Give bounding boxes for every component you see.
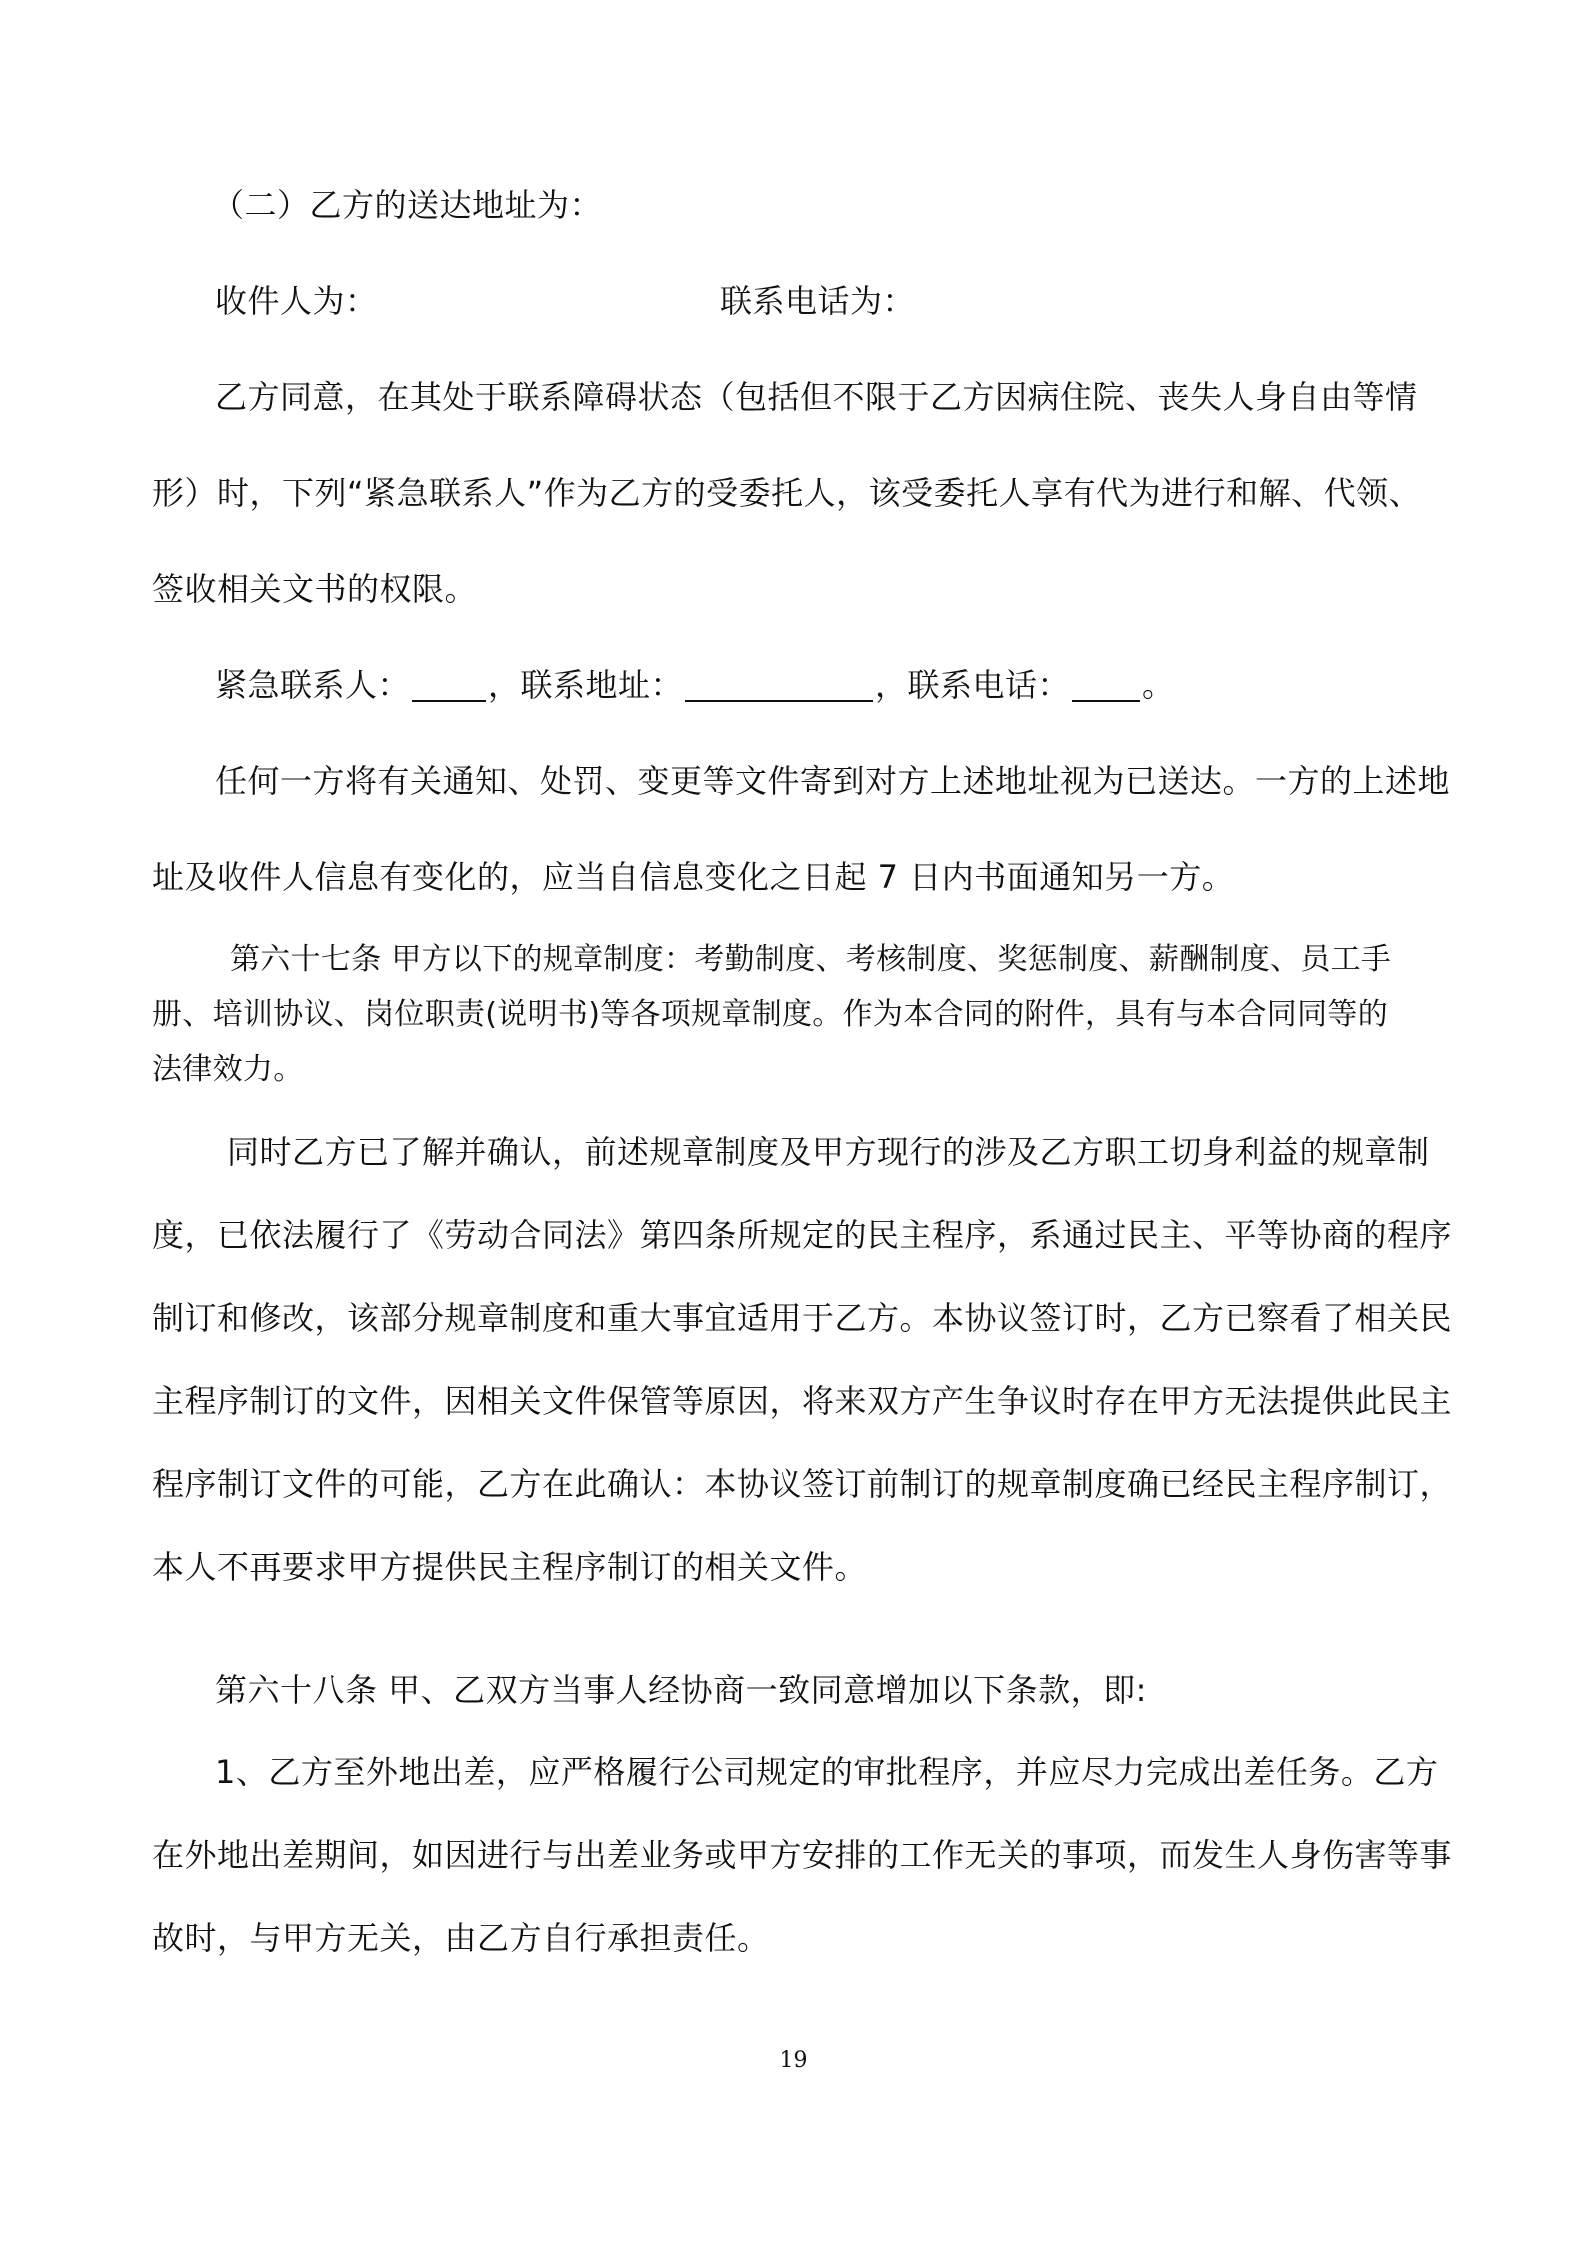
delivery-address-heading: （二）乙方的送达地址为： <box>212 186 603 224</box>
page-number: 19 <box>779 2048 808 2073</box>
emergency-contact-end: 。 <box>1142 666 1175 704</box>
emergency-paragraph-line-2: 形）时，下列“紧急联系人”作为乙方的受委托人，该受委托人享有代为进行和解、代领、 <box>152 474 1422 512</box>
emergency-contact-name-label: 紧急联系人： <box>215 666 411 704</box>
emergency-contact-name-blank <box>412 670 486 702</box>
recipient-label: 收件人为： <box>215 282 378 320</box>
notice-paragraph-line-2: 址及收件人信息有变化的，应当自信息变化之日起 7 日内书面通知另一方。 <box>152 858 1235 896</box>
emergency-contact-address-label: ，联系地址： <box>488 666 684 704</box>
confirmation-line-1: 同时乙方已了解并确认，前述规章制度及甲方现行的涉及乙方职工切身利益的规章制 <box>227 1133 1430 1171</box>
emergency-contact-phone-blank <box>1072 670 1140 702</box>
article-67-line-2: 册、培训协议、岗位职责(说明书)等各项规章制度。作为本合同的附件，具有与本合同同等的 <box>152 997 1389 1032</box>
clause-1-line-1: 1、乙方至外地出差，应严格履行公司规定的审批程序，并应尽力完成出差任务。乙方 <box>215 1753 1439 1791</box>
notice-paragraph-line-1: 任何一方将有关通知、处罚、变更等文件寄到对方上述地址视为已送达。一方的上述地 <box>215 762 1451 800</box>
article-67-line-1: 第六十七条 甲方以下的规章制度：考勤制度、考核制度、奖惩制度、薪酬制度、员工手 <box>230 942 1392 977</box>
clause-1-line-3: 故时，与甲方无关，由乙方自行承担责任。 <box>152 1919 770 1957</box>
confirmation-line-4: 主程序制订的文件，因相关文件保管等原因，将来双方产生争议时存在甲方无法提供此民主 <box>152 1382 1453 1420</box>
emergency-contact-address-blank <box>685 670 873 702</box>
confirmation-line-3: 制订和修改，该部分规章制度和重大事宜适用于乙方。本协议签订时，乙方已察看了相关民 <box>152 1299 1453 1337</box>
clause-1-line-2: 在外地出差期间，如因进行与出差业务或甲方安排的工作无关的事项，而发生人身伤害等事 <box>152 1836 1453 1874</box>
emergency-contact-line <box>215 665 1175 705</box>
article-68-heading: 第六十八条 甲、乙双方当事人经协商一致同意增加以下条款，即: <box>215 1671 1147 1709</box>
emergency-paragraph-line-1: 乙方同意，在其处于联系障碍状态（包括但不限于乙方因病住院、丧失人身自由等情 <box>215 378 1418 416</box>
confirmation-line-2: 度，已依法履行了《劳动合同法》第四条所规定的民主程序，系通过民主、平等协商的程序 <box>152 1216 1453 1254</box>
confirmation-line-5: 程序制订文件的可能，乙方在此确认：本协议签订前制订的规章制度确已经民主程序制订， <box>152 1465 1453 1503</box>
article-67-line-3: 法律效力。 <box>152 1052 304 1087</box>
emergency-contact-phone-label: ，联系电话： <box>875 666 1071 704</box>
confirmation-line-6: 本人不再要求甲方提供民主程序制订的相关文件。 <box>152 1548 868 1586</box>
emergency-paragraph-line-3: 签收相关文书的权限。 <box>152 570 478 608</box>
phone-label: 联系电话为： <box>720 282 916 320</box>
